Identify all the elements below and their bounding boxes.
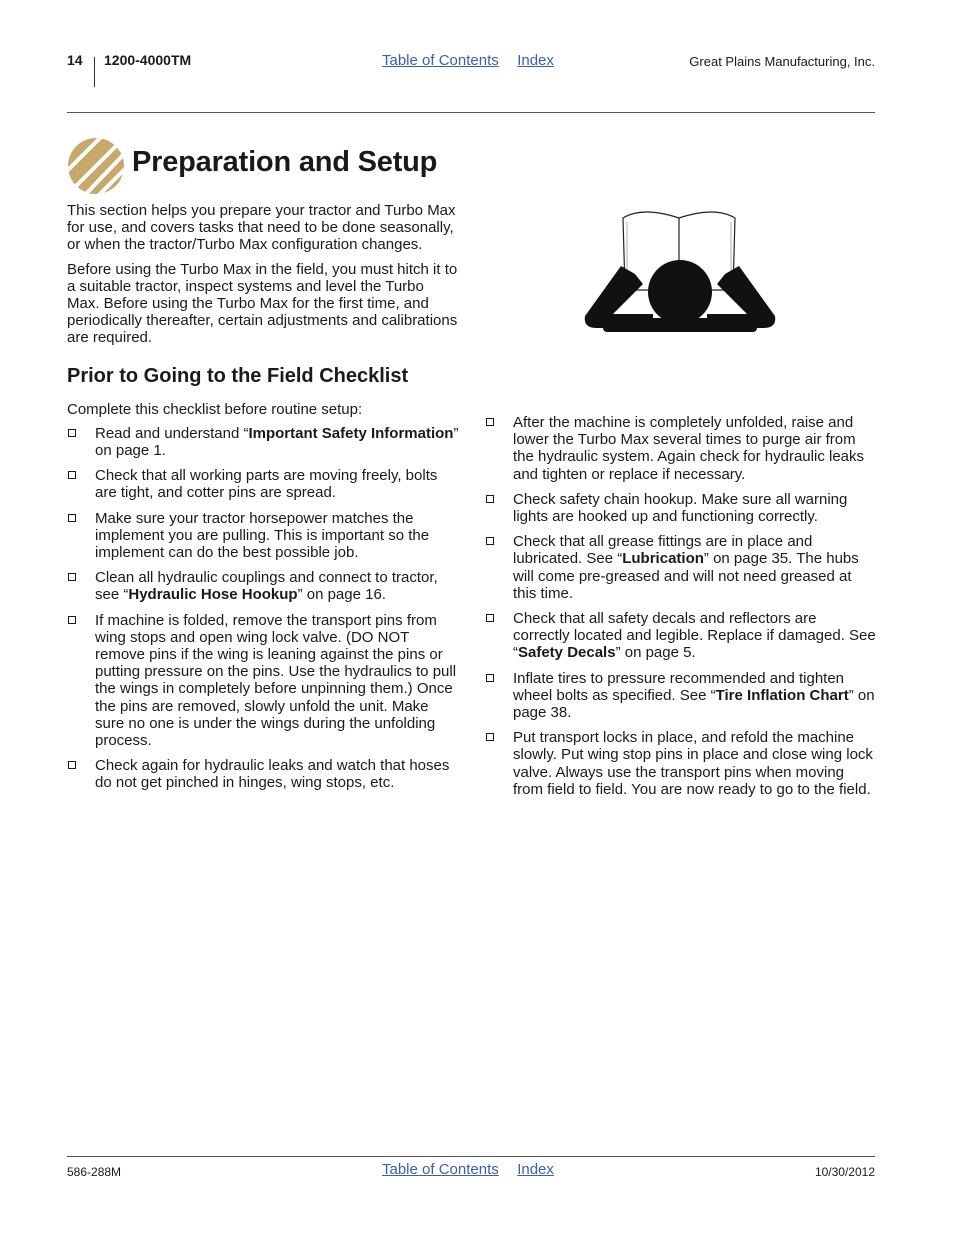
footer-index-link[interactable]: Index: [517, 1161, 554, 1178]
checklist-item-reference: Tire Inflation Chart: [715, 686, 849, 704]
checklist-item-reference: Lubrication: [622, 550, 704, 568]
checklist-item: [67, 612, 459, 750]
checklist-item-text: Check safety chain hookup. Make sure all warning lights are hooked up and functioning correctly.: [513, 490, 848, 526]
page-number: 14: [67, 52, 83, 68]
checklist-item-text: Make sure your tractor horsepower matches the implement you are pulling. This is important so the implement can do the best possible job.: [95, 509, 430, 562]
left-column: [67, 202, 459, 800]
checklist-item-text: Check again for hydraulic leaks and watch that hoses do not get pinched in hinges, wing stops, etc.: [95, 757, 450, 792]
checklist-item-text: Check that all safety decals and reflectors are correctly located and legible. Replace if damaged. See “: [513, 610, 876, 662]
page-title: Preparation and Setup: [132, 146, 438, 178]
checklist-item-text: Put transport locks in place, and refold the machine slowly. Put wing stop pins in place and close wing lock valve. Always use the transport pins when moving from field to field. You are now ready to go to the field.: [513, 729, 873, 798]
header-nav: [382, 52, 568, 70]
checkbox-icon: [486, 614, 494, 622]
checklist-lead: Complete this checklist before routine setup:: [67, 400, 363, 418]
checklist-left: [67, 425, 459, 792]
checkbox-icon: [68, 761, 76, 769]
checklist-item-text: ” on page 38.: [513, 686, 875, 722]
checklist-item-text: ” on page 16.: [297, 586, 386, 604]
index-link[interactable]: Index: [517, 52, 554, 69]
checkbox-icon: [68, 573, 76, 581]
checklist-item: [485, 729, 877, 798]
checklist-item: [67, 467, 459, 501]
checklist-item-text: Inflate tires to pressure recommended and tighten wheel bolts as specified. See “: [513, 669, 845, 704]
checklist-item: [67, 425, 459, 459]
checklist-item-reference: Safety Decals: [518, 644, 616, 662]
checklist-item-text: Check that all grease fittings are in place and lubricated. See “: [513, 533, 813, 568]
footer-rule: [67, 1156, 875, 1157]
checklist-item-text: Read and understand “: [95, 424, 249, 442]
header-rule: [67, 112, 875, 113]
checklist-item-text: Check that all working parts are moving freely, bolts are tight, and cotter pins are spread.: [95, 467, 438, 502]
checklist-item: [485, 414, 877, 483]
footer-nav: [382, 1161, 568, 1179]
checkbox-icon: [68, 429, 76, 437]
checklist-item: [67, 569, 459, 603]
checklist-item: [67, 757, 459, 791]
checklist-item: [485, 610, 877, 662]
checklist-right: [485, 414, 877, 798]
right-column: [485, 414, 877, 806]
checkbox-icon: [486, 674, 494, 682]
checklist-item-text: ” on page 35. The hubs will come pre-greased and will not need greased at this time.: [513, 550, 859, 602]
checkbox-icon: [486, 495, 494, 503]
footer-toc-link[interactable]: Table of Contents: [382, 1161, 499, 1178]
footer-date: 10/30/2012: [814, 1165, 875, 1179]
checklist-item: [67, 510, 459, 562]
checklist-item: [485, 491, 877, 525]
checklist-item-text: ” on page 1.: [95, 424, 459, 460]
checklist-item-text: ” on page 5.: [615, 644, 696, 662]
doc-id: 1200-4000TM: [104, 52, 192, 68]
checklist-item-text: Clean all hydraulic couplings and connect to tractor, see “: [95, 569, 438, 604]
checklist-item-text: If machine is folded, remove the transport pins from wing stops and open wing lock valve. (DO NOT remove pins if the wing is leaning against the pins or putting pressure on the pins. Use the hydraulics to pull the wings in completely before unpinning them.) Once the pins are removed, slowly unfold the unit. Make sure no one is under the wings during the unfolding process.: [95, 611, 457, 750]
footer-doc-number: 586-288M: [67, 1165, 122, 1179]
checklist-heading: Prior to Going to the Field Checklist: [67, 364, 409, 387]
intro-paragraph: This section helps you prepare your tractor and Turbo Max for use, and covers tasks that need to be done seasonally, or when the tractor/Turbo Max configuration changes.: [67, 202, 456, 254]
header-divider: [94, 57, 95, 87]
reader-with-book-icon: [583, 204, 777, 340]
checklist-item-reference: Important Safety Information: [248, 424, 454, 442]
checkbox-icon: [68, 514, 76, 522]
checkbox-icon: [68, 471, 76, 479]
checklist-item: [485, 670, 877, 722]
company-name: Great Plains Manufacturing, Inc.: [689, 54, 875, 69]
great-plains-logo-icon: [67, 137, 125, 195]
checkbox-icon: [486, 733, 494, 741]
intro-paragraph: Before using the Turbo Max in the field, you must hitch it to a suitable tractor, inspect systems and level the Turbo Max. Before using the Turbo Max for the first time, and periodically thereafter, certain adjustments and calibrations are required.: [67, 260, 458, 347]
checkbox-icon: [68, 616, 76, 624]
checkbox-icon: [486, 537, 494, 545]
toc-link[interactable]: Table of Contents: [382, 52, 499, 69]
checklist-item: [485, 533, 877, 602]
checklist-item-reference: Hydraulic Hose Hookup: [128, 586, 298, 604]
checklist-item-text: After the machine is completely unfolded, raise and lower the Turbo Max several times to purge air from the hydraulic system. Again check for hydraulic leaks and tighten or replace if necessary.: [513, 414, 864, 483]
checkbox-icon: [486, 418, 494, 426]
